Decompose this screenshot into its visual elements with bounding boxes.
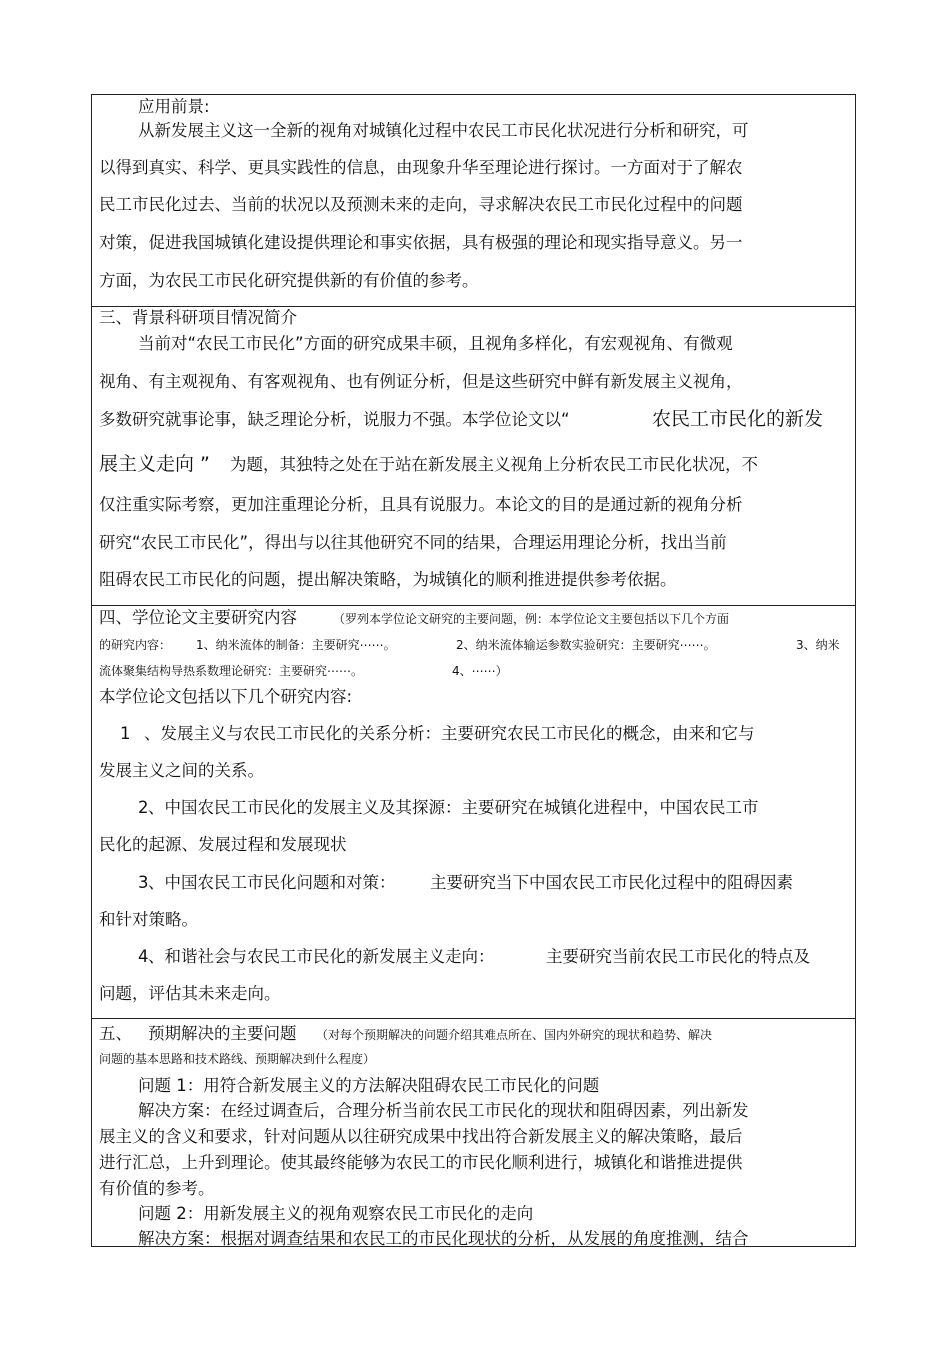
list-item: 、发展主义与农民工市民化的关系分析：主要研究农民工市民化的概念，由来和它与 [144, 724, 755, 743]
list-item-continuation: 民化的起源、发展过程和发展现状 [99, 835, 347, 854]
section-note: 3、纳米 [796, 638, 840, 652]
section-heading: 四、学位论文主要研究内容 [99, 608, 297, 627]
section-note: 流体聚集结构导热系数理论研究：主要研究⋯⋯。 [99, 664, 364, 678]
section-note: （罗列本学位论文研究的主要问题，例：本学位论文主要包括以下几个方面 [333, 612, 730, 626]
paragraph-line: 进行汇总，上升到理论。使其最终能够为农民工的市民化顺利进行，城镇化和谐推进提供 [99, 1153, 743, 1172]
section-note: 4、⋯⋯） [452, 664, 508, 678]
section-note: 1、纳米流体的制备：主要研究⋯⋯。 [196, 638, 396, 652]
paragraph-line: 方面，为农民工市民化研究提供新的有价值的参考。 [99, 271, 479, 290]
thesis-title-part: 展主义走向 ” [99, 453, 210, 475]
section-note: （对每个预期解决的问题介绍其难点所在、国内外研究的现状和趋势、解决 [316, 1028, 713, 1042]
section-note: 的研究内容： [99, 638, 172, 652]
section-heading: 五、 [99, 1024, 132, 1043]
section-intro: 本学位论文包括以下几个研究内容: [99, 687, 353, 706]
paragraph-line: 问题 2：用新发展主义的视角观察农民工市民化的走向 [138, 1204, 534, 1223]
paragraph-line: 为题，其独特之处在于站在新发展主义视角上分析农民工市民化状况，不 [230, 455, 758, 474]
paragraph-line: 当前对“农民工市民化”方面的研究成果丰硕，且视角多样化，有宏观视角、有微观 [138, 334, 733, 353]
list-item: 、中国农民工市民化问题和对策： [148, 873, 396, 892]
paragraph-line: 展主义的含义和要求，针对问题从以往研究成果中找出符合新发展主义的解决策略，最后 [99, 1127, 743, 1146]
list-item-number: 4 [138, 947, 149, 966]
paragraph-line: 仅注重实际考察，更加注重理论分析，且具有说服力。本论文的目的是通过新的视角分析 [99, 495, 743, 514]
paragraph-line: 从新发展主义这一全新的视角对城镇化过程中农民工市民化状况进行分析和研究，可 [138, 121, 749, 140]
paragraph-line: 民工市民化过去、当前的状况以及预测未来的走向，寻求解决农民工市民化过程中的问题 [99, 195, 743, 214]
paragraph-line: 对策，促进我国城镇化建设提供理论和事实依据，具有极强的理论和现实指导意义。另一 [99, 233, 743, 252]
section-note: 问题的基本思路和技术路线、预期解决到什么程度） [99, 1052, 376, 1066]
thesis-title-part: 农民工市民化的新发 [652, 408, 824, 430]
list-item: 、中国农民工市民化的发展主义及其探源：主要研究在城镇化进程中，中国农民工市 [148, 798, 759, 817]
paragraph-line: 视角、有主观视角、有客观视角、也有例证分析，但是这些研究中鲜有新发展主义视角， [99, 372, 743, 391]
section-heading: 预期解决的主要问题 [148, 1024, 297, 1043]
paragraph-line: 多数研究就事论事，缺乏理论分析，说服力不强。本学位论文以“ [99, 410, 570, 429]
paragraph-line: 有价值的参考。 [99, 1179, 215, 1198]
paragraph-line: 以得到真实、科学、更具实践性的信息，由现象升华至理论进行探讨。一方面对于了解农 [99, 158, 743, 177]
paragraph-line: 问题 1：用符合新发展主义的方法解决阻碍农民工市民化的问题 [138, 1076, 600, 1095]
list-item-continuation: 发展主义之间的关系。 [99, 761, 264, 780]
row-divider [91, 605, 856, 606]
list-item-number: 2 [138, 798, 149, 817]
list-item: 、和谐社会与农民工市民化的新发展主义走向： [148, 947, 495, 966]
paragraph-line: 研究“农民工市民化”，得出与以往其他研究不同的结果，合理运用理论分析，找出当前 [99, 533, 727, 552]
section-note: 2、纳米流体输运参数实验研究：主要研究⋯⋯。 [456, 638, 716, 652]
paragraph-line: 阻碍农民工市民化的问题，提出解决策略，为城镇化的顺利推进提供参考依据。 [99, 570, 677, 589]
row-divider [91, 306, 856, 307]
paragraph-line: 解决方案：根据对调查结果和农民工的市民化现状的分析，从发展的角度推测，结合 [138, 1229, 749, 1248]
paragraph-line: 解决方案：在经过调查后，合理分析当前农民工市民化的现状和阻碍因素，列出新发 [138, 1101, 749, 1120]
section-heading: 应用前景: [138, 97, 210, 116]
list-item: 主要研究当前农民工市民化的特点及 [546, 947, 810, 966]
list-item: 主要研究当下中国农民工市民化过程中的阻碍因素 [430, 873, 793, 892]
list-item-number: 3 [138, 873, 149, 892]
list-item-number: 1 [120, 724, 131, 743]
row-divider [91, 1018, 856, 1019]
list-item-continuation: 和针对策略。 [99, 910, 198, 929]
section-heading: 三、背景科研项目情况简介 [99, 308, 297, 327]
list-item-continuation: 问题，评估其未来走向。 [99, 984, 281, 1003]
